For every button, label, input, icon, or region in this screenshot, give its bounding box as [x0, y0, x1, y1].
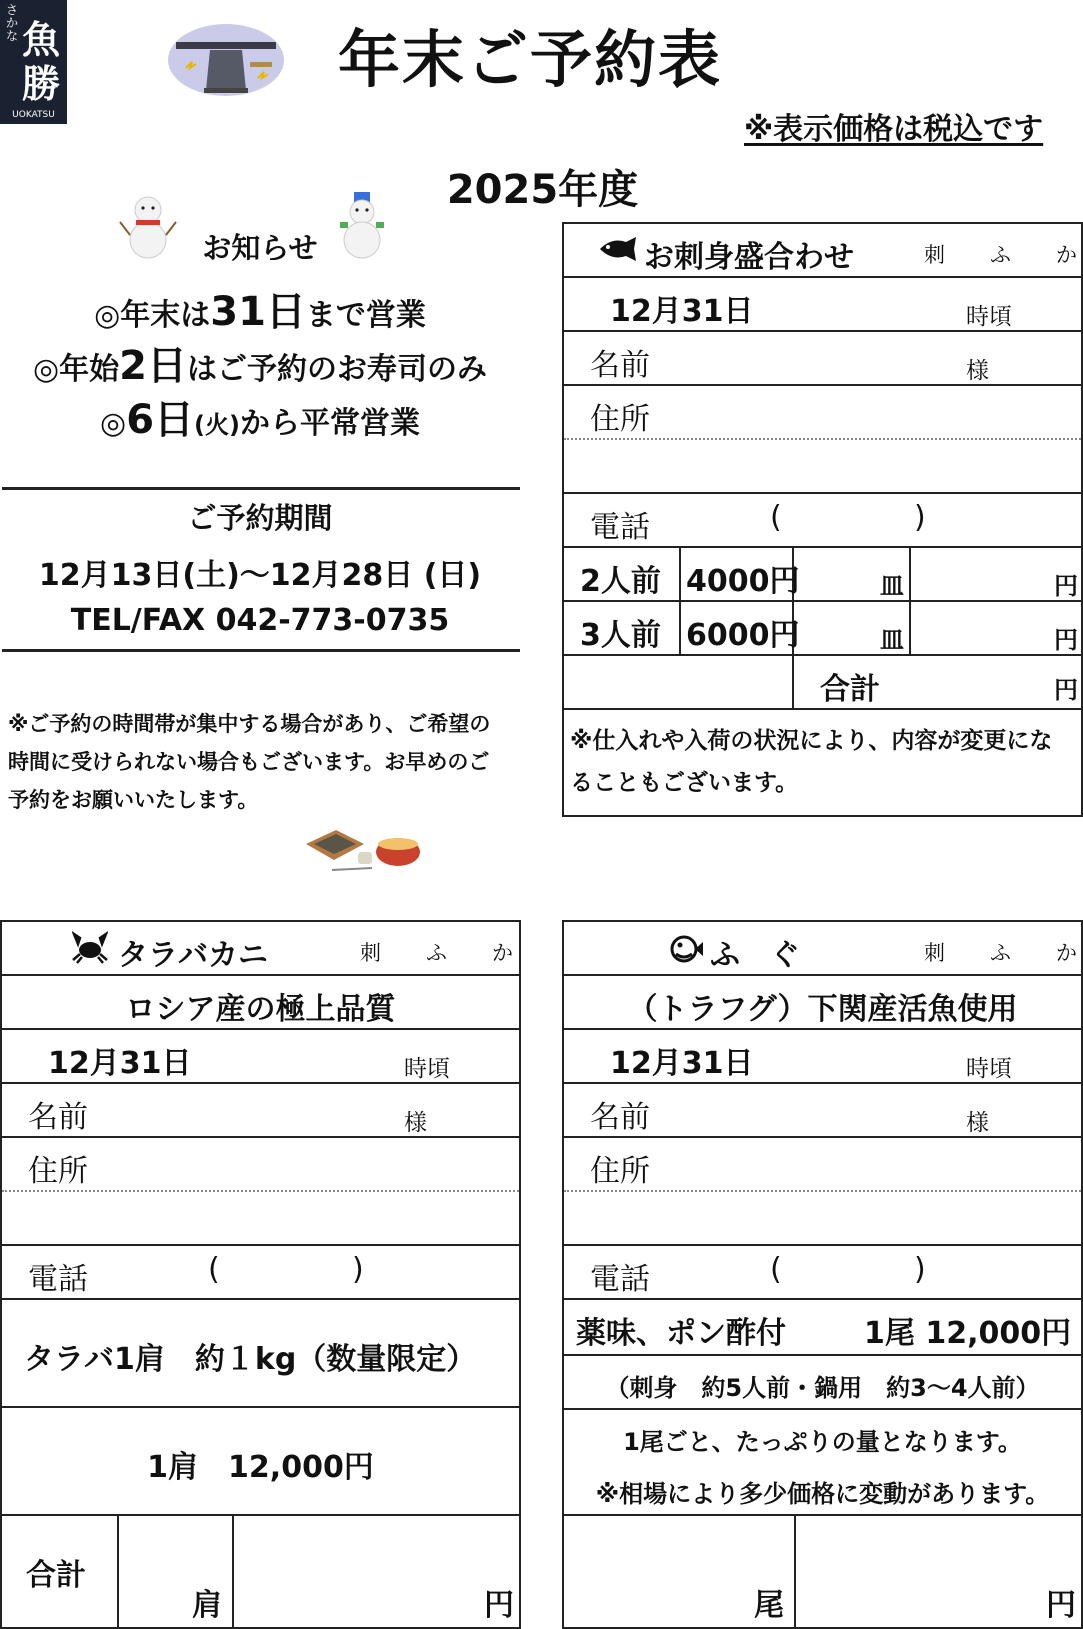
crab-header-row [2, 922, 519, 976]
name-row [564, 332, 1081, 386]
sashimi-title: お刺身盛合わせ [644, 240, 854, 275]
crab-title: タラバカニ [118, 938, 268, 973]
date-row [564, 278, 1081, 332]
paren-close: ) [914, 1252, 926, 1287]
paren-open: ( [208, 1252, 220, 1287]
crab-subtitle: ロシア産の極上品質 [125, 992, 396, 1027]
crab-price-row [2, 1408, 519, 1516]
crab-icon [72, 930, 108, 968]
address-row-2 [564, 440, 1081, 494]
phone-row [2, 1246, 519, 1300]
address-label: 住所 [590, 1154, 650, 1189]
reservation-tel: TEL/FAX 042-773-0735 [70, 603, 450, 638]
temple-bell-illustration [166, 20, 286, 100]
paren-open: ( [770, 500, 782, 535]
notice-line-1 [0, 280, 520, 337]
crab-order-form [0, 920, 521, 1629]
yen-unit: 円 [484, 1588, 514, 1623]
option-fu: ふ [990, 243, 1011, 267]
item-price: 4000円 [686, 564, 800, 599]
year-label: 2025年度 [446, 167, 639, 213]
page-title: 年末ご予約表 [337, 23, 722, 96]
crab-subtitle-row [2, 976, 519, 1030]
sashimi-header-row [564, 224, 1081, 278]
total-label: 合計 [820, 672, 880, 707]
option-sashi: 刺 [924, 941, 945, 965]
total-label: 合計 [26, 1558, 86, 1593]
notice-text: はご予約のお寿司のみ [187, 352, 488, 387]
phone-label: 電話 [590, 1262, 650, 1297]
yen-unit: 円 [1046, 1588, 1076, 1623]
divider [2, 487, 520, 490]
notice-line-3 [0, 388, 520, 445]
address-label: 住所 [28, 1154, 88, 1189]
notice-emphasis: 2日 [119, 343, 188, 389]
notice-weekday: (火) [194, 411, 240, 439]
reservation-period: 12月13日(土)〜12月28日 (日) [38, 558, 482, 593]
name-label: 名前 [28, 1100, 88, 1135]
pickup-date: 12月31日 [610, 294, 754, 329]
option-fu: ふ [990, 941, 1011, 965]
address-label: 住所 [590, 402, 650, 437]
notice-text: ◎ [100, 406, 127, 441]
plate-unit: 皿 [880, 572, 904, 600]
fugu-note-row [564, 1410, 1081, 1516]
fugu-note-1: 1尾ごと、たっぷりの量となります。 [623, 1428, 1022, 1456]
sama-label: 様 [404, 1110, 427, 1136]
fugu-portion-row [564, 1356, 1081, 1410]
option-ka: か [492, 941, 513, 965]
notice-emphasis: 6日 [126, 397, 195, 443]
fugu-title: ふ ぐ [710, 938, 800, 973]
divider [2, 649, 520, 652]
sashimi-order-form [562, 222, 1083, 817]
time-label: 時頃 [966, 304, 1012, 330]
tax-note: ※表示価格は税込です [744, 112, 1044, 147]
notice-line-2 [0, 334, 520, 391]
sashimi-total-row [564, 656, 1081, 710]
fugu-note-2: ※相場により多少価格に変動があります。 [595, 1480, 1050, 1508]
yen-unit: 円 [1054, 676, 1078, 704]
crab-item: タラバ1肩 約１kg（数量限定） [24, 1342, 477, 1377]
name-label: 名前 [590, 1100, 650, 1135]
sashimi-note: ※仕入れや入荷の状況により、内容が変更になることもございます。 [570, 728, 1053, 796]
notice-text: から平常営業 [239, 406, 420, 441]
sashimi-note-row [564, 710, 1081, 815]
time-label: 時頃 [966, 1056, 1012, 1082]
name-row [564, 1084, 1081, 1138]
notice-title: お知らせ [202, 231, 318, 265]
paren-close: ) [914, 500, 926, 535]
time-label: 時頃 [404, 1056, 450, 1082]
sashimi-item-row [564, 602, 1081, 656]
option-ka: か [1056, 941, 1077, 965]
fugu-subtitle: （トラフグ）下関産活魚使用 [627, 992, 1018, 1027]
reservation-caution: ※ご予約の時間帯が集中する場合があり、ご希望の時間に受けられない場合もございます。お早めのご予約をお願いいたします。 [8, 712, 491, 812]
address-row [2, 1138, 519, 1192]
fugu-total-row [564, 1516, 1081, 1627]
name-label: 名前 [590, 348, 650, 383]
fish-icon [598, 236, 638, 266]
notice-text: ◎年始 [32, 352, 120, 387]
logo-kana: さかな [6, 3, 19, 43]
item-price: 6000円 [686, 618, 800, 653]
notice-text: ◎年末は [94, 298, 211, 333]
reservation-title: ご予約期間 [187, 501, 333, 535]
soba-illustration [302, 822, 424, 876]
item-label: 3人前 [580, 618, 661, 653]
fugu-portion: （刺身 約5人前・鍋用 約3〜4人前） [605, 1374, 1040, 1402]
crab-price: 1肩 12,000円 [147, 1450, 374, 1485]
yen-unit: 円 [1054, 626, 1078, 654]
name-row [2, 1084, 519, 1138]
pickup-date: 12月31日 [610, 1046, 754, 1081]
sama-label: 様 [966, 1110, 989, 1136]
paren-close: ) [352, 1252, 364, 1287]
sama-label: 様 [966, 358, 989, 384]
pickup-date: 12月31日 [48, 1046, 192, 1081]
option-ka: か [1056, 243, 1077, 267]
option-fu: ふ [426, 941, 447, 965]
notice-text: まで営業 [305, 298, 426, 333]
option-sashi: 刺 [924, 243, 945, 267]
address-row-2 [2, 1192, 519, 1246]
phone-label: 電話 [590, 510, 650, 545]
item-label: 2人前 [580, 564, 661, 599]
phone-row [564, 1246, 1081, 1300]
fugu-order-form [562, 920, 1083, 1629]
address-row [564, 386, 1081, 440]
bi-unit: 尾 [754, 1588, 784, 1623]
plate-unit: 皿 [880, 626, 904, 654]
fugu-item-row [564, 1300, 1081, 1356]
fugu-subtitle-row [564, 976, 1081, 1030]
logo-kanji: 魚勝 [22, 17, 61, 106]
yen-unit: 円 [1054, 572, 1078, 600]
fugu-item-left: 薬味、ポン酢付 [576, 1316, 786, 1351]
shop-logo [0, 0, 67, 124]
fugu-header-row [564, 922, 1081, 976]
date-row [564, 1030, 1081, 1084]
phone-row [564, 494, 1081, 548]
crab-item-row [2, 1300, 519, 1408]
pufferfish-icon [666, 932, 704, 968]
kata-unit: 肩 [192, 1588, 222, 1623]
fugu-item-right: 1尾 12,000円 [864, 1316, 1072, 1351]
sashimi-item-row [564, 548, 1081, 602]
address-row [564, 1138, 1081, 1192]
phone-label: 電話 [28, 1262, 88, 1297]
crab-total-row [2, 1516, 519, 1627]
notice-emphasis: 31日 [210, 289, 306, 335]
address-row-2 [564, 1192, 1081, 1246]
date-row [2, 1030, 519, 1084]
logo-latin: UOKATSU [12, 110, 55, 120]
paren-open: ( [770, 1252, 782, 1287]
option-sashi: 刺 [360, 941, 381, 965]
